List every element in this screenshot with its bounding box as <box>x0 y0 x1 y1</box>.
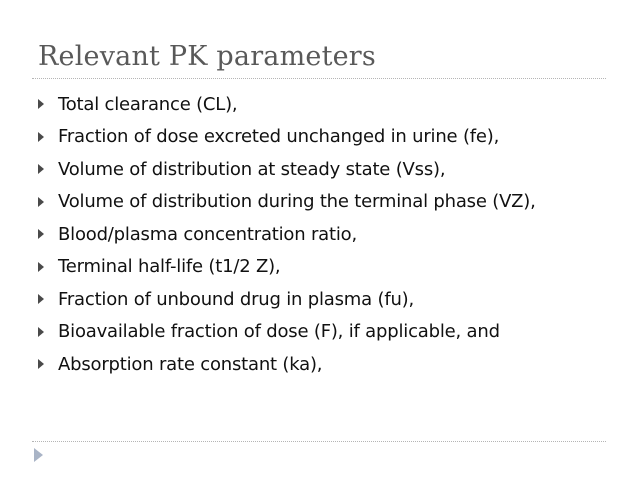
list-item <box>38 153 536 186</box>
triangle-bullet-icon <box>38 327 44 337</box>
triangle-bullet-icon <box>38 229 44 239</box>
bullet-text: Absorption rate constant (ka), <box>58 353 323 375</box>
bullet-text: Volume of distribution at steady state (Vss), <box>58 158 446 180</box>
triangle-bullet-icon <box>38 164 44 174</box>
triangle-bullet-icon <box>38 99 44 109</box>
list-item <box>38 88 536 121</box>
list-item <box>38 186 536 219</box>
bullet-text: Terminal half-life (t1/2 Z), <box>58 256 281 278</box>
list-item <box>38 348 536 381</box>
list-item <box>38 121 536 154</box>
list-item <box>38 283 536 316</box>
bullet-list <box>38 88 536 381</box>
list-item <box>38 218 536 251</box>
bullet-text: Fraction of unbound drug in plasma (fu), <box>58 288 415 310</box>
slide-title: Relevant PK parameters <box>38 41 376 72</box>
list-item <box>38 316 536 349</box>
triangle-bullet-icon <box>38 262 44 272</box>
bullet-text: Bioavailable fraction of dose (F), if applicable, and <box>58 321 500 343</box>
bullet-text: Total clearance (CL), <box>58 93 238 115</box>
triangle-bullet-icon <box>38 359 44 369</box>
triangle-bullet-icon <box>38 197 44 207</box>
bullet-text: Fraction of dose excreted unchanged in urine (fe), <box>58 126 500 148</box>
list-item <box>38 251 536 284</box>
bullet-text: Blood/plasma concentration ratio, <box>58 223 357 245</box>
triangle-bullet-icon <box>38 132 44 142</box>
triangle-bullet-icon <box>38 294 44 304</box>
title-divider <box>32 78 606 79</box>
bullet-text: Volume of distribution during the terminal phase (VZ), <box>58 191 536 213</box>
footer-divider <box>32 441 606 442</box>
triangle-arrow-icon <box>34 448 43 462</box>
